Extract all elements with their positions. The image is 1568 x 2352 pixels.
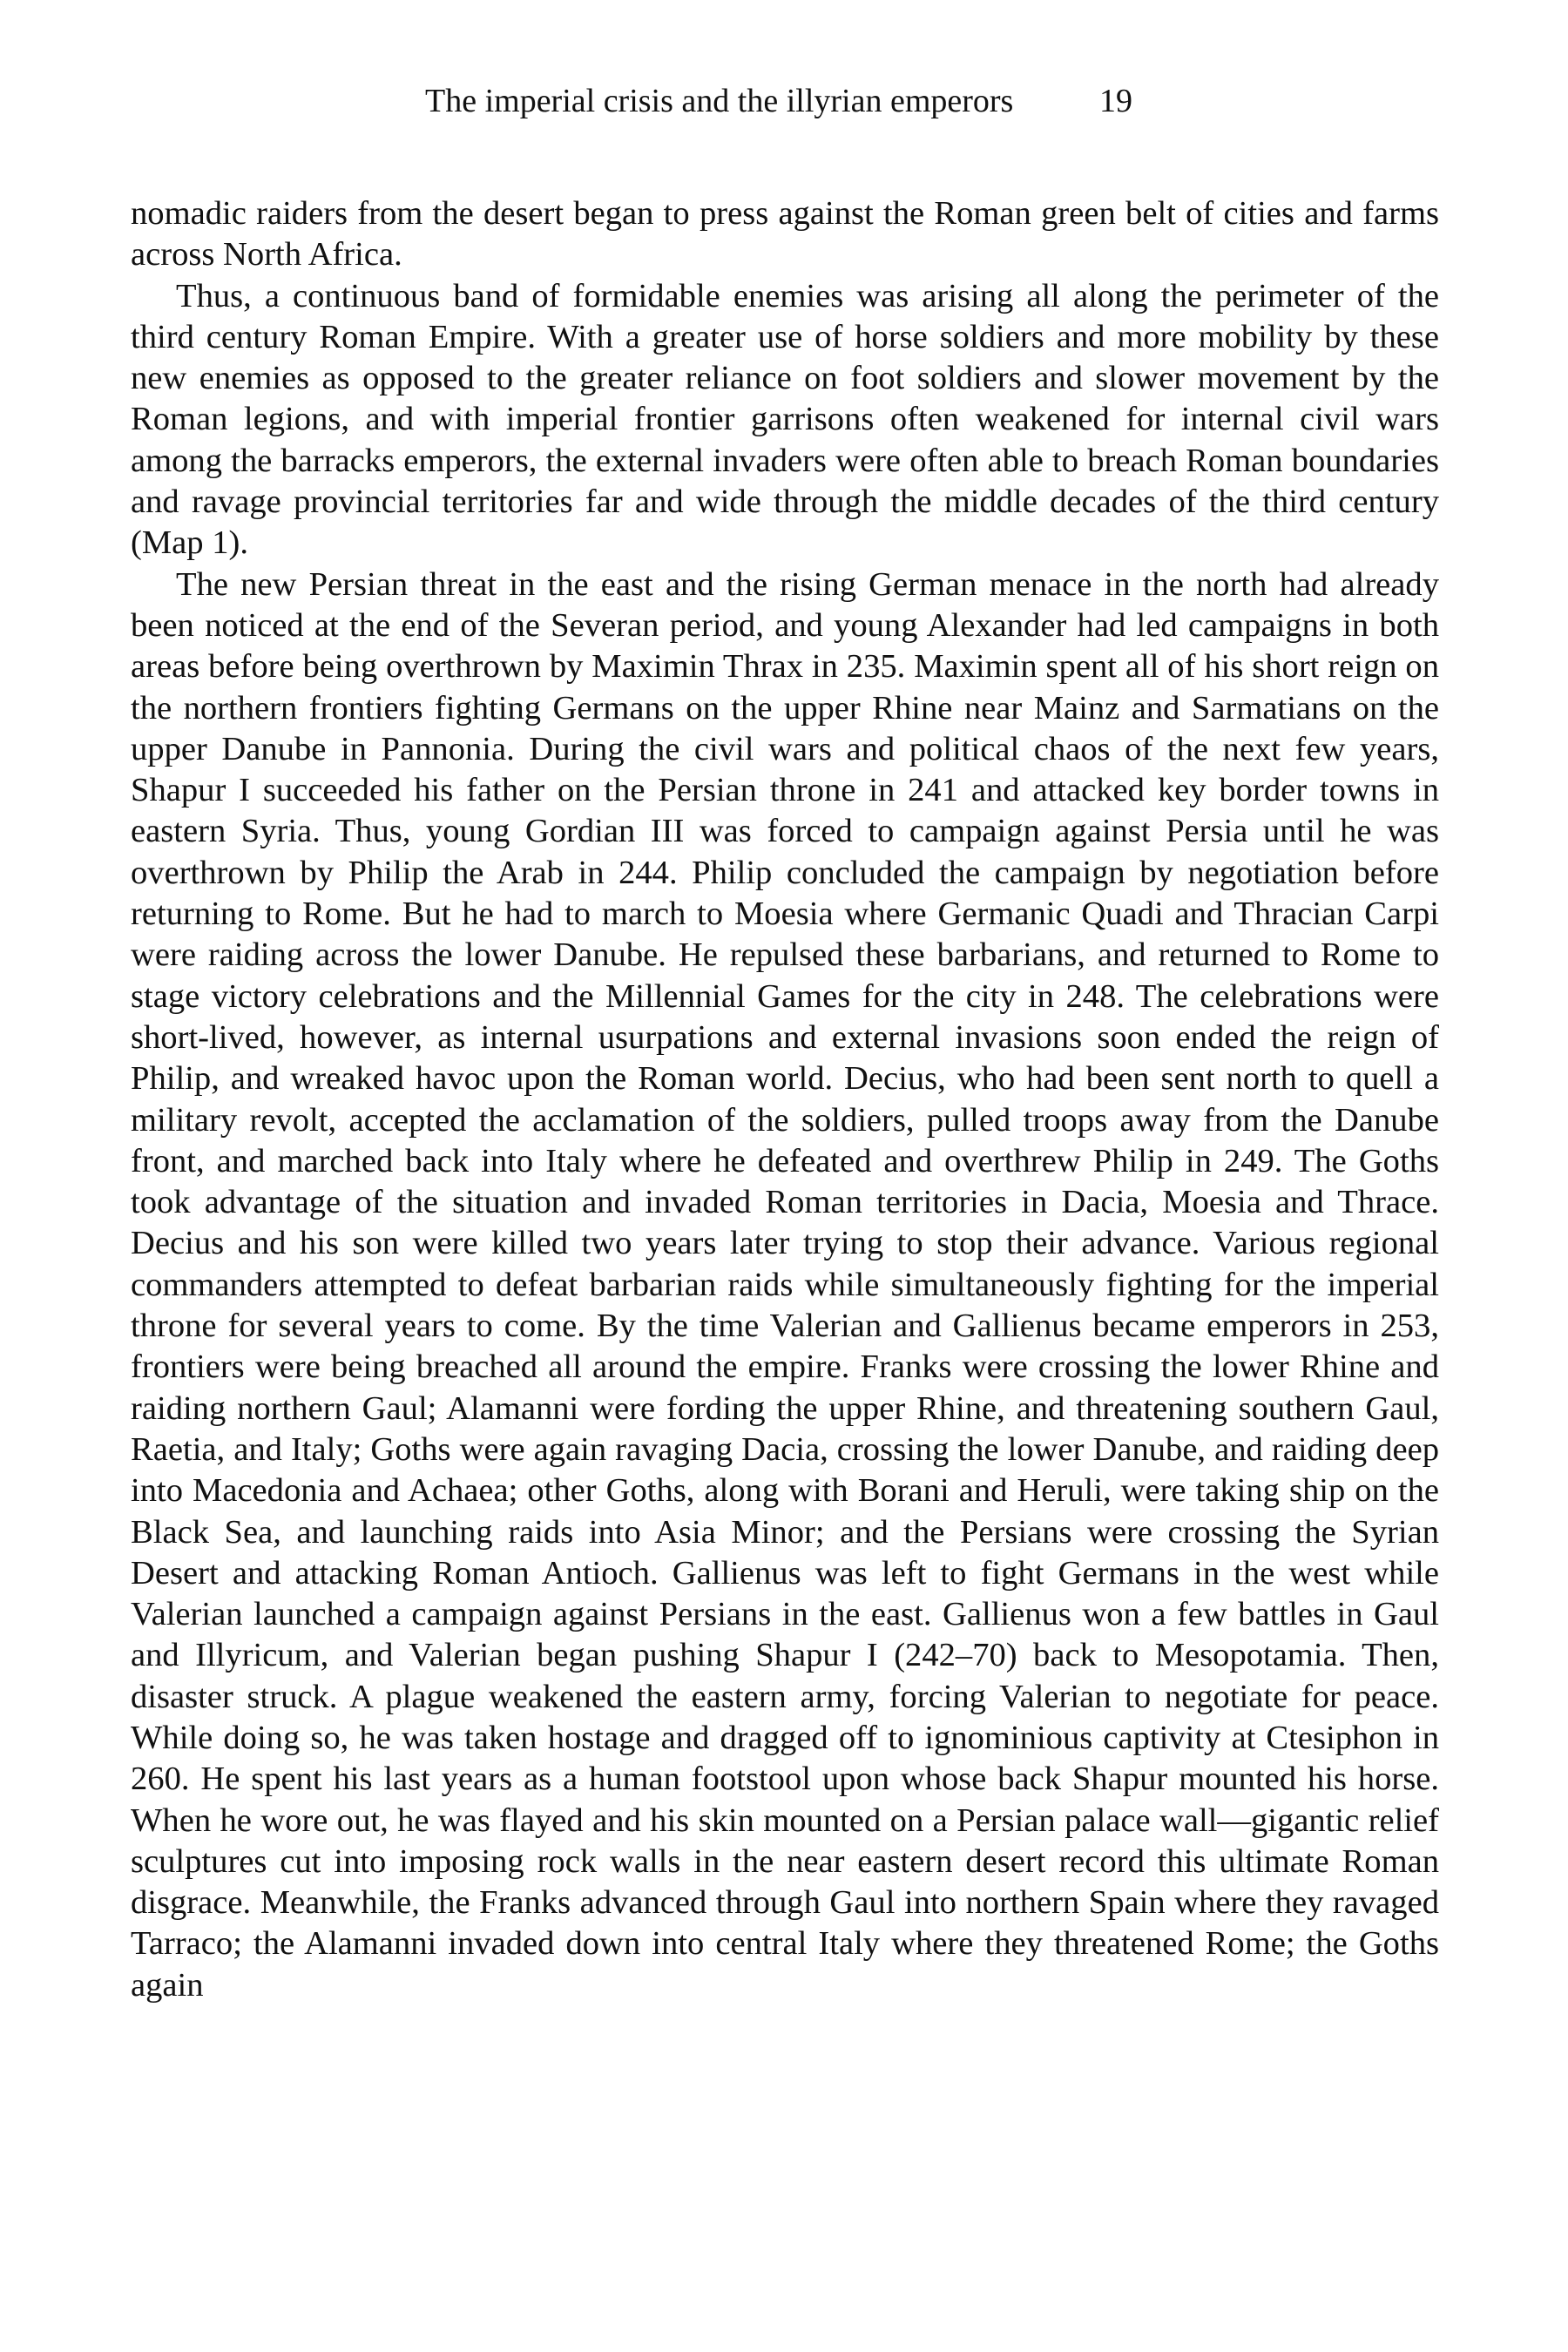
paragraph-enemies: Thus, a continuous band of formidable enemies was arising all along the perimeter of the third century Roman Empire. With a greater use of horse soldiers and more mobility by these new enemies as opposed to the greater reliance on foot soldiers and slower movement by the Roman legions, and with imperial frontier garrisons often weakened for internal civil wars among the barracks emperors, the external invaders were often able to breach Roman boundaries and ravage provincial territories far and wide through the middle decades of the third century (Map 1). — [131, 277, 1439, 562]
running-title: The imperial crisis and the illyrian emperors — [425, 83, 1014, 119]
paragraph-continuation: nomadic raiders from the desert began to press against the Roman green belt of cities and farms across North Africa. — [131, 195, 1439, 274]
paragraph-persian-threat: The new Persian threat in the east and the rising German menace in the north had already been noticed at the end of the Severan period, and young Alexander had led campaigns in both areas before being overthrown by Maximin Thrax in 235. Maximin spent all of his short reign on the northern frontiers fighting Germans on the upper Rhine near Mainz and Sarmatians on the upper Danube in Pannonia. During the civil wars and political chaos of the next few years, Shapur I succeeded his father on the Persian throne in 241 and attacked key border towns in eastern Syria. Thus, young Gordian III was forced to campaign against Persia until he was overthrown by Philip the Arab in 244. Philip concluded the campaign by negotiation before returning to Rome. But he had to march to Moesia where Germanic Quadi and Thracian Carpi were raiding across the lower Danube. He repulsed these barbarians, and returned to Rome to stage victory celebrations and the Millennial Games for the city in 248. The celebrations were short-lived, however, as internal usurpations and external invasions soon ended the reign of Philip, and wreaked havoc upon the Roman world. Decius, who had been sent north to quell a military revolt, accepted the acclamation of the soldiers, pulled troops away from the Danube front, and marched back into Italy where he defeated and overthrew Philip in 249. The Goths took advantage of the situation and invaded Roman territories in Dacia, Moesia and Thrace. Decius and his son were killed two years later trying to stop their advance. Various regional commanders attempted to defeat barbarian raids while simultaneously fighting for the imperial throne for several years to come. By the time Valerian and Gallienus became emperors in 253, frontiers were being breached all around the empire. Franks were crossing the lower Rhine and raiding northern Gaul; Alamanni were fording the upper Rhine, and threatening southern Gaul, Raetia, and Italy; Goths were again ravaging Dacia, crossing the lower Danube, and raiding deep into Macedonia and Achaea; other Goths, along with Borani and Heruli, were taking ship on the Black Sea, and launching raids into Asia Minor; and the Persians were crossing the Syrian Desert and attacking Roman Antioch. Gallienus was left to fight Germans in the west while Valerian launched a campaign against Persians in the east. Gallienus won a few battles in Gaul and Illyricum, and Valerian began pushing Shapur I (242–70) back to Mesopotamia. Then, disaster struck. A plague weakened the eastern army, forcing Valerian to negotiate for peace. While doing so, he was taken hostage and dragged off to ignominious captivity at Ctesiphon in 260. He spent his last years as a human footstool upon whose back Shapur mounted his horse. When he wore out, he was flayed and his skin mounted on a Persian palace wall—gigantic relief sculptures cut into imposing rock walls in the near eastern desert record this ultimate Roman disgrace. Meanwhile, the Franks advanced through Gaul into northern Spain where they ravaged Tarraco; the Alamanni invaded down into central Italy where they threatened Rome; the Goths again — [131, 565, 1439, 2004]
running-head — [0, 75, 1568, 127]
page-number: 19 — [1099, 83, 1132, 119]
body-text — [131, 193, 1439, 2006]
